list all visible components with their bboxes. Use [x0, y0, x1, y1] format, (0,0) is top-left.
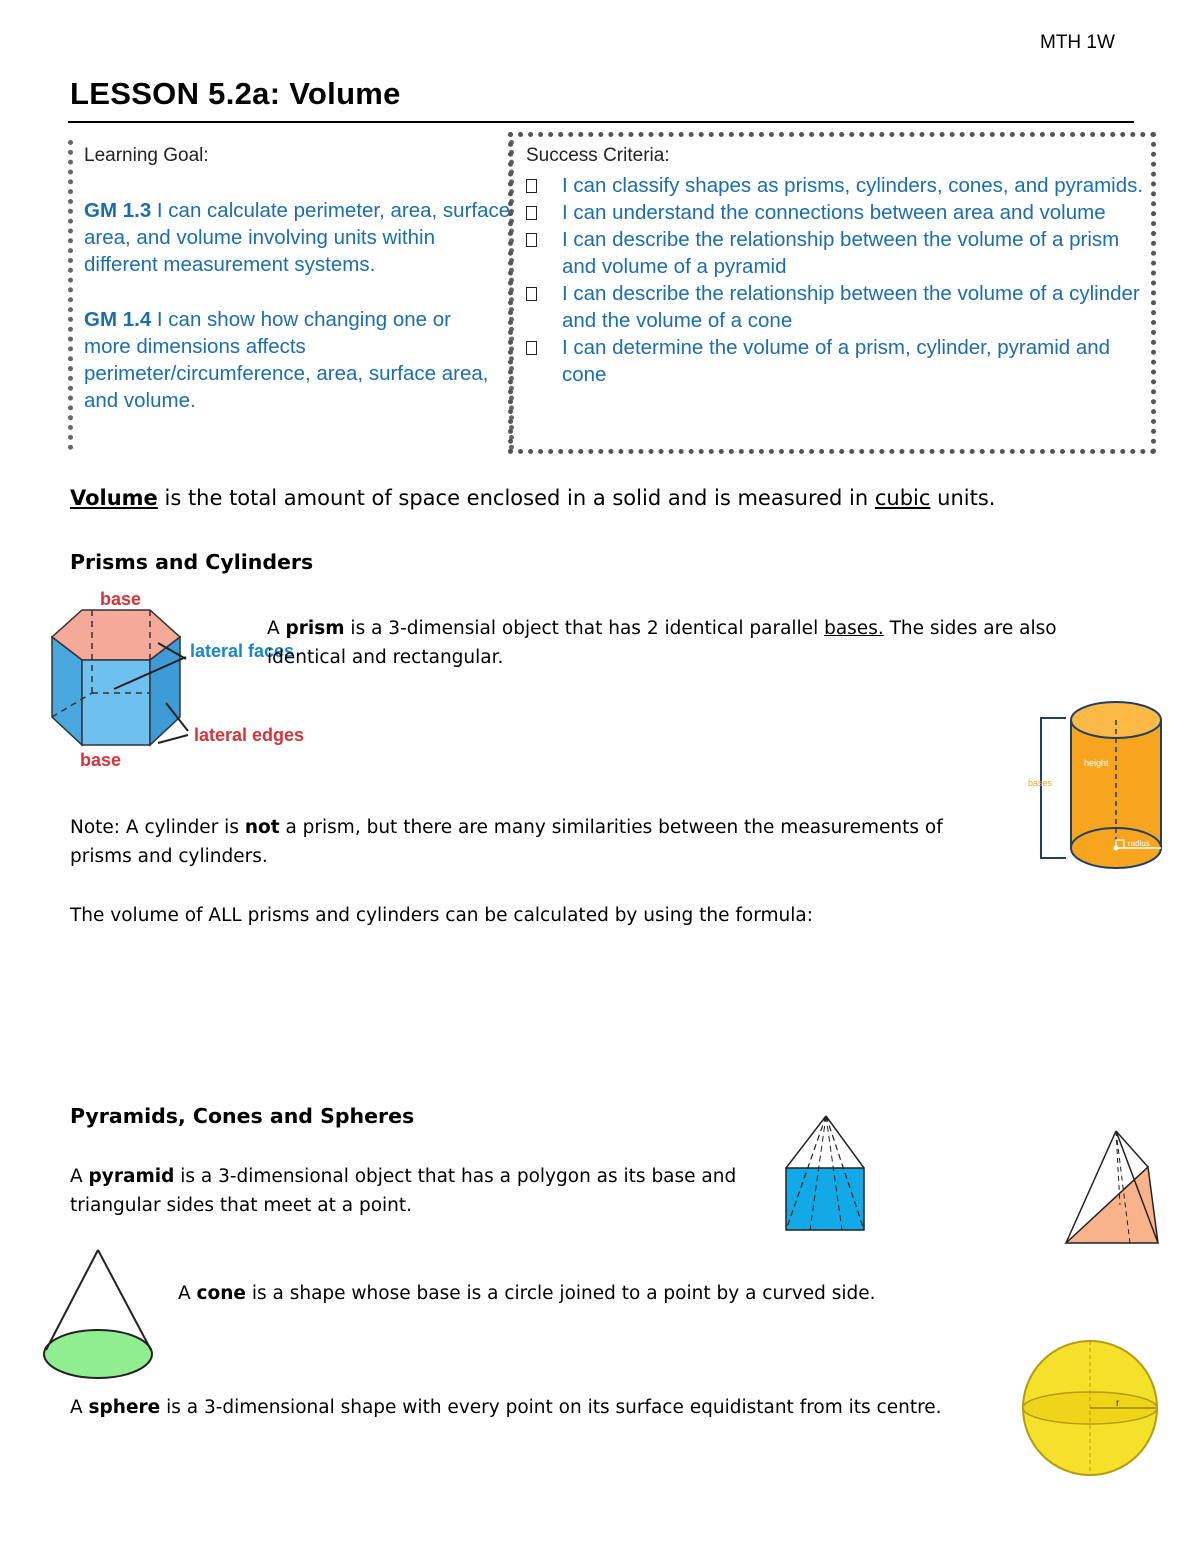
label-lateral-faces: lateral faces [190, 641, 295, 661]
sphere-term: sphere [88, 1397, 161, 1418]
text: A [178, 1283, 197, 1304]
volume-term: Volume [70, 486, 158, 510]
pyramid-definition [70, 1162, 770, 1220]
criteria-text: I can determine the volume of a prism, cylinder, pyramid and cone [562, 336, 1111, 386]
cone-diagram [40, 1244, 160, 1384]
sphere-radius-label: r [1116, 1398, 1120, 1409]
text: A [267, 618, 286, 639]
goal-code: GM 1.4 [84, 308, 152, 331]
pyramid-edge [1116, 1131, 1148, 1167]
label-height: height [1084, 758, 1109, 768]
checkbox-icon [526, 341, 537, 355]
goal-text: I can calculate perimeter, area, surface area, and volume involving units within different measurement systems. [84, 199, 511, 276]
definition-end: units. [930, 486, 996, 510]
criteria-item [526, 280, 1146, 334]
label-bases: bases [1028, 778, 1053, 788]
criteria-item [526, 334, 1146, 388]
cylinder-note [70, 813, 990, 871]
cylinder-diagram [1028, 700, 1168, 880]
cone-definition [178, 1279, 998, 1308]
criteria-text: I can understand the connections between area and volume [562, 201, 1106, 224]
not-term: not [244, 817, 280, 838]
goal-gm-1-3 [84, 197, 514, 278]
text: The sides are also identical and rectangular. [267, 618, 1057, 668]
learning-goal-label: Learning Goal: [84, 145, 209, 166]
label-radius: radius [1128, 839, 1150, 848]
checkbox-icon [526, 179, 537, 193]
bases-term: bases. [824, 618, 884, 639]
text: A [70, 1397, 89, 1418]
checkbox-icon [526, 287, 537, 301]
label-base-bottom: base [80, 750, 122, 770]
text: is a 3-dimensional shape with every point on its surface equidistant from its centre. [160, 1397, 942, 1418]
course-code: MTH 1W [1040, 32, 1115, 53]
sphere-diagram [1018, 1336, 1162, 1480]
criteria-text: I can classify shapes as prisms, cylinders, cones, and pyramids. [562, 174, 1144, 197]
cone-base [44, 1330, 152, 1378]
label-lateral-edges: lateral edges [194, 725, 305, 745]
pyramids-heading: Pyramids, Cones and Spheres [70, 1104, 415, 1128]
criteria-item [526, 199, 1146, 226]
square-pyramid-diagram [780, 1110, 872, 1234]
prism-definition [267, 614, 1087, 672]
text: A [70, 1166, 89, 1187]
text: is a 3-dimensional object that has a polygon as its base and triangular sides that meet at a point. [70, 1166, 737, 1216]
bases-bracket [1041, 718, 1066, 858]
goal-text: I can show how changing one or more dimensions affects perimeter/circumference, area, surface area, and volume. [84, 308, 489, 412]
criteria-item [526, 172, 1146, 199]
text: is a shape whose base is a circle joined to a point by a curved side. [245, 1283, 876, 1304]
volume-definition [70, 486, 995, 510]
centre-dot [1114, 846, 1119, 851]
formula-intro: The volume of ALL prisms and cylinders can be calculated by using the formula: [70, 905, 813, 926]
success-criteria-list [526, 172, 1146, 388]
pyramid-base [786, 1168, 864, 1230]
text: is a 3-dimensial object that has 2 identical parallel [344, 618, 825, 639]
sphere-definition [70, 1393, 1010, 1422]
cone-term: cone [196, 1283, 246, 1304]
arrow-line [158, 735, 188, 743]
prisms-heading: Prisms and Cylinders [70, 550, 314, 574]
definition-text: is the total amount of space enclosed in a solid and is measured in [157, 486, 875, 510]
label-base-top: base [100, 589, 142, 609]
pyramid-term: pyramid [88, 1166, 175, 1187]
success-criteria-label: Success Criteria: [526, 145, 670, 166]
goal-gm-1-4 [84, 306, 499, 414]
checkbox-icon [526, 206, 537, 220]
text: a prism, but there are many similarities between the measurements of prisms and cylinders. [70, 817, 943, 867]
text: Note: A cylinder is [70, 817, 245, 838]
triangular-pyramid-diagram [1060, 1125, 1164, 1247]
title-divider [68, 121, 1134, 123]
criteria-text: I can describe the relationship between the volume of a cylinder and the volume of a cone [562, 282, 1140, 332]
criteria-text: I can describe the relationship between the volume of a prism and volume of a pyramid [562, 228, 1120, 278]
criteria-item [526, 226, 1146, 280]
hexagonal-prism-diagram [40, 585, 305, 775]
goal-code: GM 1.3 [84, 199, 152, 222]
prism-face-front [82, 660, 150, 745]
page-title: LESSON 5.2a: Volume [70, 76, 401, 111]
checkbox-icon [526, 233, 537, 247]
prism-term: prism [285, 618, 345, 639]
cubic-term: cubic [874, 486, 931, 510]
